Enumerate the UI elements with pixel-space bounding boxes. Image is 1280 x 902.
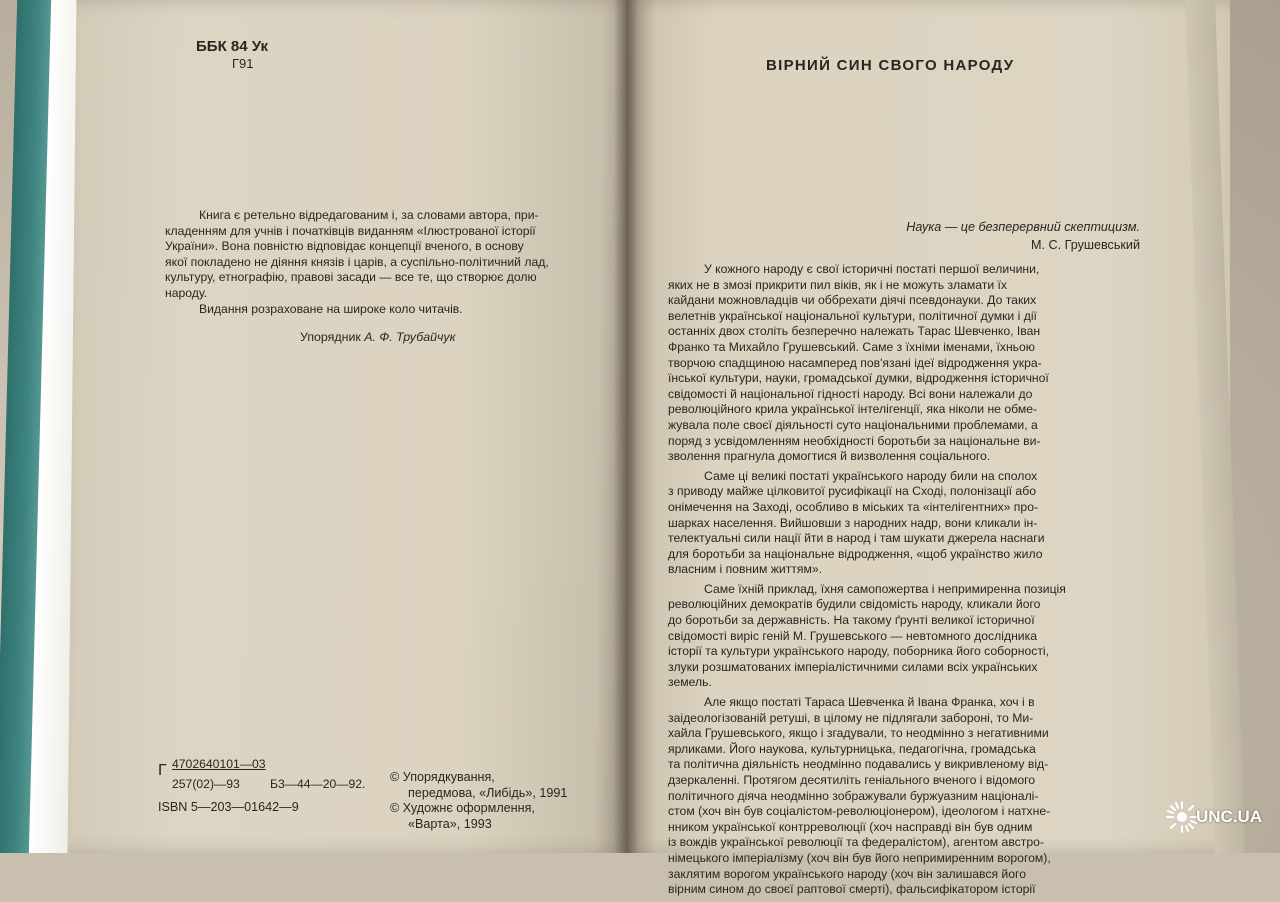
body-line: заклятим ворогом українського народу (хоч він залишався його — [668, 866, 1026, 881]
copyright-line: передмова, «Либідь», 1991 — [408, 785, 568, 800]
body-line: їнської культури, науки, громадської думки, відродження історичної — [668, 371, 1049, 386]
body-line: дзеркаленні. Протягом десятиліть геніального вченого і відомого — [668, 773, 1036, 787]
epigraph-author: М. С. Грушевський — [1031, 238, 1140, 252]
left-page — [68, 0, 637, 853]
body-paragraph — [668, 695, 1168, 898]
body-line: революційного крила української інтелігенції, яка ніколи не обме- — [668, 402, 1038, 417]
imprint-code-bottom: 257(02)—93 — [172, 777, 240, 791]
isbn: ISBN 5—203—01642—9 — [158, 800, 299, 814]
compiler-name: А. Ф. Трубайчук — [364, 330, 456, 344]
annotation-line: народу. — [165, 285, 208, 300]
annotation-line: Книга є ретельно відредагованим і, за словами автора, при- — [199, 208, 539, 222]
imprint-series-code: Б3—44—20—92. — [270, 777, 366, 791]
body-line: свідомості виріс геній М. Грушевського — невтомного дослідника — [668, 628, 1037, 643]
body-line: останніх двох століть безперечно належать Тарас Шевченко, Іван — [668, 324, 1041, 339]
epigraph-quote: Наука — це безперервний скептицизм. — [906, 220, 1140, 234]
copyright-line: © Художнє оформлення, — [390, 801, 535, 815]
copyright-line: © Упорядкування, — [390, 770, 495, 784]
body-line: онімечення на Заході, особливо в міських та «інтелігентних» про- — [668, 499, 1039, 514]
body-line: до боротьби за державність. На такому ґрунті великої історичної — [668, 613, 1035, 628]
sun-burst-icon — [1164, 799, 1200, 835]
body-line: свідомості й національної гідності народу. Всі вони належали до — [668, 386, 1033, 401]
annotation-line: якої покладено не діяння князів і царів, а суспільно-політичний лад, — [165, 254, 549, 269]
body-line: Франко та Михайло Грушевський. Саме з їхніми іменами, їхньою — [668, 339, 1035, 354]
chapter-body — [668, 262, 1168, 902]
body-line: німецького імперіалізму (хоч він був його непримиренним ворогом), — [668, 850, 1051, 865]
bbk-code: ББК 84 Ук — [196, 38, 269, 55]
body-line: власним і повним життям». — [668, 562, 822, 577]
body-line: вірним сином до своєї раптової смерті), фальсифікатором історії — [668, 882, 1036, 897]
compiler-label: Упорядник — [300, 330, 361, 344]
compiler-credit — [300, 330, 455, 344]
watermark-text: UNC.UA — [1196, 807, 1263, 826]
body-line: революційних демократів будили свідомість народу, кликали його — [668, 597, 1041, 612]
body-line: із вождів української революції та федералістом), агентом австро- — [668, 835, 1044, 850]
body-line: Але якщо постаті Тараса Шевченка й Івана Франка, хоч і в — [704, 695, 1035, 710]
annotation-line: України». Вона повністю відповідає концепції вченого, в основу — [165, 239, 524, 254]
body-line: У кожного народу є свої історичні постаті першої величини, — [704, 262, 1040, 276]
annotation-line: кладенням для учнів і початківців виданням «Ілюстрованої історії — [165, 223, 536, 238]
audience-line: Видання розраховане на широке коло читачів. — [199, 301, 463, 316]
body-paragraph — [668, 469, 1168, 578]
body-line: велетнів української національної культури, політичної думки і дії — [668, 308, 1037, 323]
body-line: зволення прагнула домогтися й визволення соціального. — [668, 449, 991, 464]
site-watermark — [1164, 795, 1276, 843]
body-line: поряд з усвідомленням необхідності боротьби за національне ви- — [668, 433, 1041, 448]
body-line: ярликами. Його наукова, культурницька, педагогічна, громадська — [668, 741, 1036, 756]
body-line: та політична діяльність неодмінно подавались у викривленому від- — [668, 757, 1049, 772]
copyright-block — [390, 770, 567, 832]
body-line: телектуальні сили нації йти в народ і там шукати джерела наснаги — [668, 531, 1045, 546]
body-line: хайла Грушевського, якщо і згадували, то неодмінно з негативними — [668, 726, 1049, 741]
body-line: яких не в змозі прикрити пил віків, як і не можуть зламати їх — [668, 277, 1008, 292]
body-line: з приводу майже цілковитої русифікації на Сході, полонізації або — [668, 484, 1036, 499]
body-line: історії та культури українського народу, поборника його соборності, — [668, 644, 1049, 659]
body-line: заідеологізованій ретуші, в цілому не підлягали забороні, то Ми- — [668, 710, 1034, 725]
body-line: творчою спадщиною насамперед пов'язані ідеї відродження укра- — [668, 355, 1042, 370]
body-line: Саме ці великі постаті українського народу били на сполох — [704, 468, 1038, 483]
body-line: кайдани можновладців чи оббрехати діячі псевдонауки. До таких — [668, 293, 1037, 308]
body-paragraph — [668, 582, 1168, 691]
chapter-title: ВІРНИЙ СИН СВОГО НАРОДУ — [766, 57, 1015, 74]
body-paragraph — [668, 262, 1168, 465]
imprint-code-top: 4702640101—03 — [172, 757, 266, 771]
body-line: Саме їхній приклад, їхня самопожертва і непримиренна позиція — [704, 581, 1066, 596]
book-annotation — [165, 208, 615, 317]
body-line: земель. — [668, 675, 712, 690]
body-line: нником української контрреволюції (хоч насправді він був одним — [668, 819, 1033, 834]
copyright-line: «Варта», 1993 — [408, 816, 492, 831]
annotation-line: культуру, етнографію, правові засади — все те, що створює долю — [165, 270, 537, 285]
epigraph — [890, 218, 1140, 254]
imprint-letter: Г — [158, 762, 167, 779]
body-line: злуки розшматованих імперіалістичними силами всіх українських — [668, 659, 1038, 674]
annotation-paragraph — [165, 208, 615, 302]
body-line: жувала поле своєї діяльності суто національними проблемами, а — [668, 417, 1038, 432]
body-line: політичного діяча неодмінно зображували буржуазним націоналі- — [668, 788, 1039, 803]
body-line: шарках населення. Вийшовши з народних надр, вони кликали ін- — [668, 515, 1038, 530]
body-line: для боротьби за національне відродження, «щоб українство жило — [668, 546, 1043, 561]
body-line: стом (хоч він був соціалістом-революціонером), ідеологом і натхне- — [668, 804, 1051, 819]
book-gutter — [614, 0, 638, 853]
bbk-subcode: Г91 — [232, 56, 254, 71]
